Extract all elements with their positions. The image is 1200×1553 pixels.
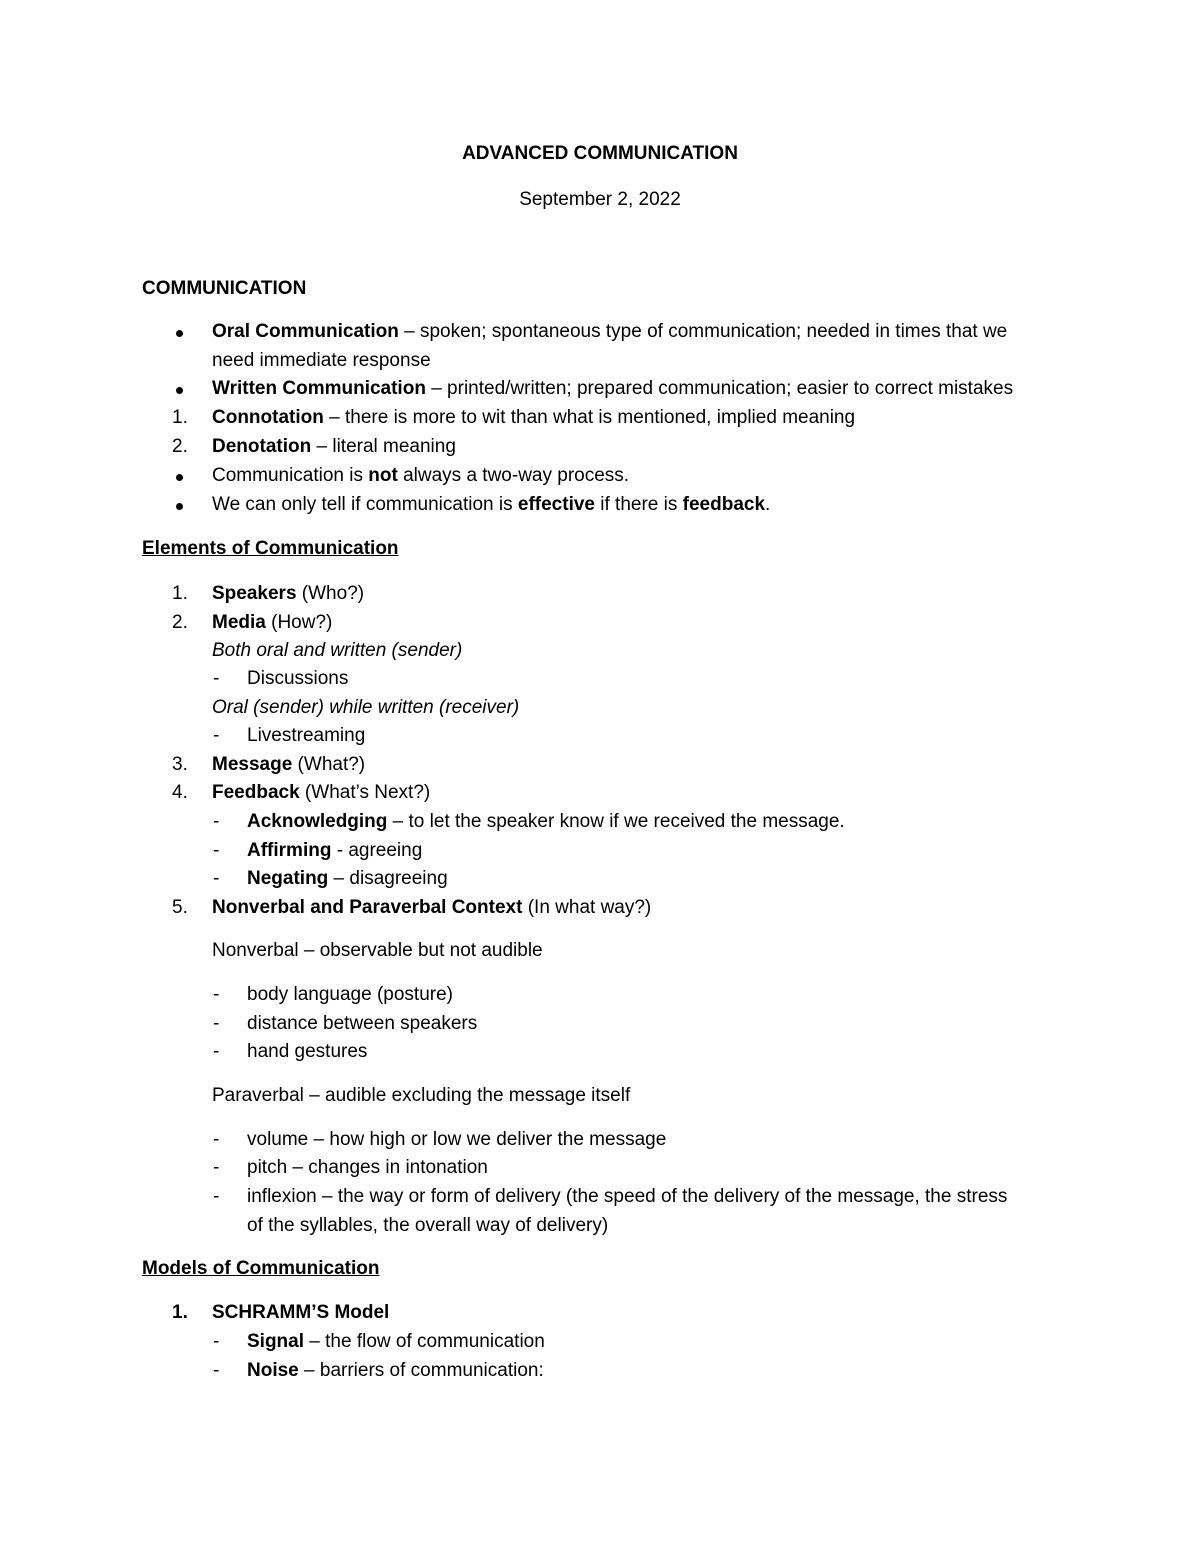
sub-item: body language (posture) — [247, 984, 453, 1005]
document-title: ADVANCED COMMUNICATION — [462, 143, 738, 164]
dash-marker: - — [213, 1041, 220, 1062]
bullet-icon — [176, 503, 183, 510]
list-item: Nonverbal and Paraverbal Context (In what way?) — [212, 897, 652, 918]
list-item: Speakers (Who?) — [212, 583, 365, 604]
list-item-continuation: need immediate response — [212, 350, 431, 371]
dash-marker: - — [213, 840, 220, 861]
dash-marker: - — [213, 725, 220, 746]
sub-item: Negating – disagreeing — [247, 868, 448, 889]
sub-item: Noise – barriers of communication: — [247, 1360, 544, 1381]
bullet-icon — [176, 474, 183, 481]
dash-marker: - — [213, 1186, 220, 1207]
sub-item: pitch – changes in intonation — [247, 1157, 488, 1178]
list-item: Message (What?) — [212, 754, 366, 775]
list-number: 1. — [172, 583, 188, 604]
list-number: 2. — [172, 612, 188, 633]
italic-note: Oral (sender) while written (receiver) — [212, 697, 520, 718]
section-heading-elements: Elements of Communication — [142, 538, 399, 559]
sub-item: Livestreaming — [247, 725, 366, 746]
list-item: Media (How?) — [212, 612, 333, 633]
list-item: We can only tell if communication is effective if there is feedback. — [212, 494, 771, 515]
list-number: 5. — [172, 897, 188, 918]
sub-item: Signal – the flow of communication — [247, 1331, 545, 1352]
sub-item: volume – how high or low we deliver the message — [247, 1129, 667, 1150]
list-item: Written Communication – printed/written; prepared communication; easier to correct mistakes — [212, 378, 1014, 399]
list-number: 2. — [172, 436, 188, 457]
section-heading-communication: COMMUNICATION — [142, 278, 307, 299]
list-item: Feedback (What’s Next?) — [212, 782, 431, 803]
dash-marker: - — [213, 1360, 220, 1381]
bullet-icon — [176, 330, 183, 337]
list-number: 3. — [172, 754, 188, 775]
paraverbal-intro: Paraverbal – audible excluding the message itself — [212, 1085, 631, 1106]
dash-marker: - — [213, 1331, 220, 1352]
sub-item: Acknowledging – to let the speaker know if we received the message. — [247, 811, 845, 832]
dash-marker: - — [213, 1013, 220, 1034]
sub-item-continuation: of the syllables, the overall way of delivery) — [247, 1215, 609, 1236]
sub-item: Affirming - agreeing — [247, 840, 423, 861]
section-heading-models: Models of Communication — [142, 1258, 380, 1279]
list-item: Connotation – there is more to wit than what is mentioned, implied meaning — [212, 407, 856, 428]
sub-item: hand gestures — [247, 1041, 368, 1062]
dash-marker: - — [213, 1129, 220, 1150]
sub-item: inflexion – the way or form of delivery (the speed of the delivery of the message, the stress — [247, 1186, 1008, 1207]
bullet-icon — [176, 387, 183, 394]
dash-marker: - — [213, 811, 220, 832]
list-item: Communication is not always a two-way process. — [212, 465, 630, 486]
model-name: SCHRAMM’S Model — [212, 1302, 390, 1323]
sub-item: Discussions — [247, 668, 349, 689]
list-item: Oral Communication – spoken; spontaneous type of communication; needed in times that we — [212, 321, 1008, 342]
dash-marker: - — [213, 668, 220, 689]
italic-note: Both oral and written (sender) — [212, 640, 463, 661]
list-item: Denotation – literal meaning — [212, 436, 456, 457]
dash-marker: - — [213, 1157, 220, 1178]
sub-item: distance between speakers — [247, 1013, 478, 1034]
list-number: 1. — [172, 1302, 188, 1323]
nonverbal-intro: Nonverbal – observable but not audible — [212, 940, 543, 961]
dash-marker: - — [213, 984, 220, 1005]
list-number: 1. — [172, 407, 188, 428]
document-date: September 2, 2022 — [519, 189, 681, 210]
list-number: 4. — [172, 782, 188, 803]
dash-marker: - — [213, 868, 220, 889]
